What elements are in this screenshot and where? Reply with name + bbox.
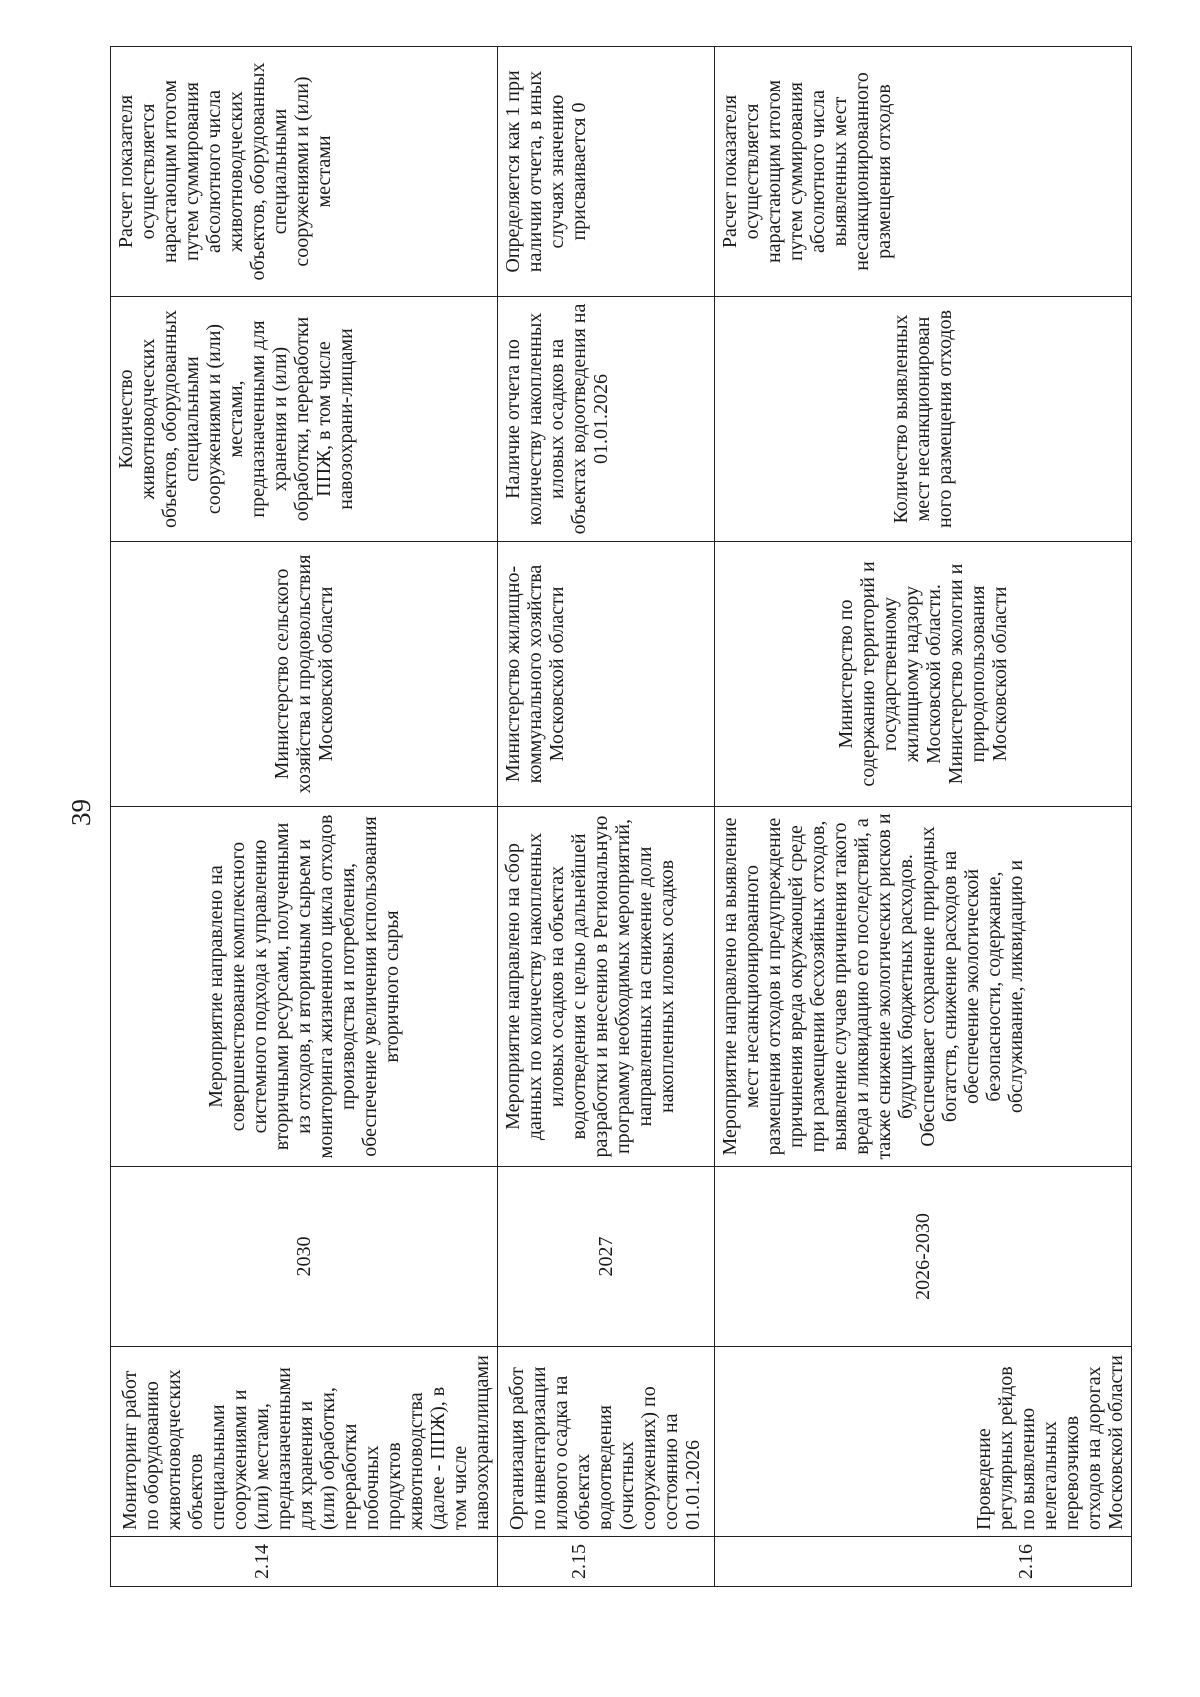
indicator-name: Наличие отчета по количеству накопленных иловых осадков на объектах водоотведения на 01.01.2026	[498, 297, 715, 542]
measure-executor: Министерство жилищно-коммунального хозяйства Московской области	[498, 542, 715, 807]
calculation-method: Определяется как 1 при наличии отчета, в иных случаях значению присваивается 0	[498, 47, 715, 297]
indicator-name: Количество животноводческих объектов, оборудованных специальными сооружениями и (или) местами, предназначенными для хранения и (или) обработки, переработки ППЖ, в том числе навозохрани-лищами	[111, 297, 498, 542]
measure-year: 2027	[498, 1167, 715, 1347]
rotated-table-wrapper	[110, 47, 1127, 1587]
measure-year: 2030	[111, 1167, 498, 1347]
measure-year: 2026-2030	[715, 1167, 1132, 1347]
page-number: 39	[66, 799, 96, 826]
indicator-name: Количество выявленных мест несанкционирован ного размещения отходов	[715, 297, 1132, 542]
measure-description: Мероприятие направлено на сбор данных по количеству накопленных иловых осадков на объектах водоотведения с целью дальнейшей разработки и внесению в Региональную программу необходимых мероприятий, направленных на снижение доли накопленных иловых осадков	[498, 807, 715, 1167]
row-number: 2.15	[498, 1537, 715, 1587]
table-row	[715, 47, 1132, 1587]
measure-description: Мероприятие направлено на совершенствование комплексного системного подхода к управлению вторичными ресурсами, полученными из отходов, и вторичным сырьем и мониторинга жизненного цикла отходов производства и потребления, обеспечение увеличения использования вторичного сырья	[111, 807, 498, 1167]
calculation-method: Расчет показателя осуществляется нарастающим итогом путем суммирования абсолютного числа выявленных мест несанкционированного размещения отходов	[715, 47, 1132, 297]
calculation-method: Расчет показателя осуществляется нарастающим итогом путем суммирования абсолютного числа животноводческих объектов, оборудованных специальными сооружениями и (или) местами	[111, 47, 498, 297]
measure-name: Организация работ по инвентаризации илового осадка на объектах водоотведения (очистных сооружениях) по состоянию на 01.01.2026	[498, 1347, 715, 1537]
measure-name: Проведение регулярных рейдов по выявлению нелегальных перевозчиков отходов на дорогах Московской области	[715, 1347, 1132, 1537]
measures-table	[110, 46, 1132, 1587]
table-row	[498, 47, 715, 1587]
measure-description: Мероприятие направлено на выявление мест несанкционированного размещения отходов и предупреждение причинения вреда окружающей среде при размещении бесхозяйных отходов, выявление случаев причинения такого вреда и ликвидацию его последствий, а также снижение экологических рисков и будущих бюджетных расходов. Обеспечивает сохранение природных богатств, снижение расходов на обеспечение экологической безопасности, содержание, обслуживание, ликвидацию и	[715, 807, 1132, 1167]
measure-executor: Министерство по содержанию территорий и государственному жилищному надзору Московской области. Министерство экологии и природопользования Московской области	[715, 542, 1132, 807]
row-number: 2.14	[111, 1537, 498, 1587]
table-row	[111, 47, 498, 1587]
measure-executor: Министерство сельского хозяйства и продовольствия Московской области	[111, 542, 498, 807]
row-number: 2.16	[715, 1537, 1132, 1587]
measure-name: Мониторинг работ по оборудованию животноводческих объектов специальными сооружениями и (или) местами, предназначенными для хранения и (или) обработки, переработки побочных продуктов животноводства (далее - ППЖ), в том числе навозохранилищами	[111, 1347, 498, 1537]
